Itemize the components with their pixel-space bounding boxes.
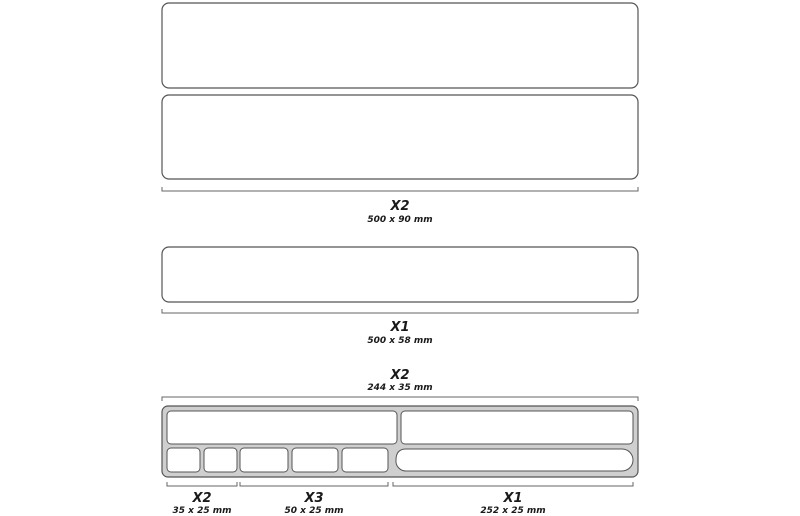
qty-label-252x25: X1 [503,491,523,506]
bracket-35x25 [167,482,237,486]
bracket-500x58 [162,309,638,313]
size-label-252x25: 252 x 25 mm [480,506,546,516]
qty-label-500x90: X2 [390,199,410,214]
bracket-500x90 [162,187,638,191]
sticker-50x25-1 [240,448,288,472]
qty-label-35x25: X2 [192,491,212,506]
qty-label-50x25: X3 [304,491,324,506]
bracket-252x25 [393,482,633,486]
bracket-244x35 [162,397,638,401]
sticker-50x25-2 [292,448,338,472]
size-label-500x58: 500 x 58 mm [367,336,433,346]
sticker-500x90-1 [162,3,638,88]
qty-label-244x35: X2 [390,368,410,383]
sticker-500x90-2 [162,95,638,179]
sticker-500x58 [162,247,638,302]
size-label-500x90: 500 x 90 mm [367,215,433,225]
size-label-244x35: 244 x 35 mm [367,383,433,393]
size-label-35x25: 35 x 25 mm [172,506,232,516]
qty-label-500x58: X1 [390,320,410,335]
sticker-35x25-2 [204,448,237,472]
bracket-50x25 [240,482,388,486]
sticker-244x35-2 [401,411,633,444]
sticker-252x25-swoosh [396,449,633,471]
sticker-50x25-3 [342,448,388,472]
sticker-35x25-1 [167,448,200,472]
sticker-244x35-1 [167,411,397,444]
size-label-50x25: 50 x 25 mm [284,506,344,516]
